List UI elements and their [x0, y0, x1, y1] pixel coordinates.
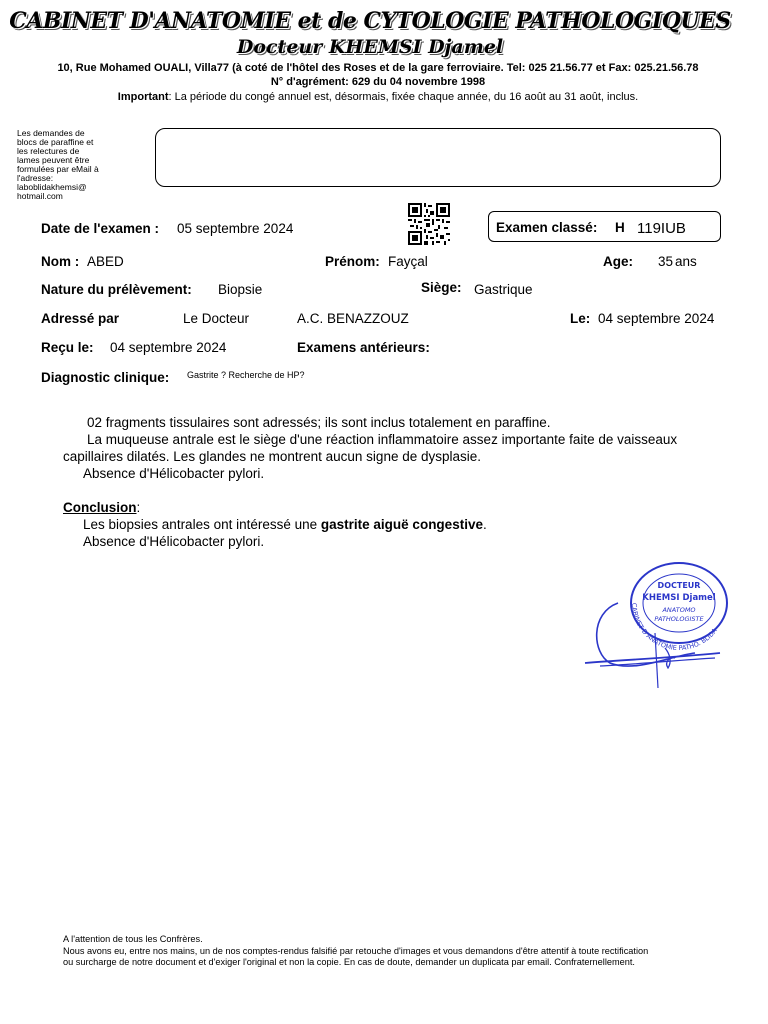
nature-label: Nature du prélèvement:: [41, 282, 192, 297]
stamp-line-4: PATHOLOGISTE: [654, 615, 704, 623]
doctor-stamp-signature: [580, 558, 740, 698]
nom-label: Nom :: [41, 254, 80, 269]
report-line-4: Absence d'Hélicobacter pylori.: [83, 466, 265, 481]
footer-line-2: Nous avons eu, entre nos mains, un de nos comptes-rendus falsifié par retouche d'images et vous demandons d'être attentif à toute rectification: [63, 945, 649, 956]
siege-value: Gastrique: [474, 282, 533, 297]
report-line-1: 02 fragments tissulaires sont adressés; ils sont inclus totalement en paraffine.: [87, 415, 551, 430]
footer-line-1: A l'attention de tous les Confrères.: [63, 934, 203, 944]
footer-line-3: ou surcharge de notre document et d'exiger l'original et non la copie. En cas de doute, demander un duplicata par email. Confraternellement.: [63, 957, 635, 967]
anterieurs-label: Examens antérieurs:: [297, 340, 430, 355]
siege-label: Siège:: [421, 280, 462, 295]
exam-class-label: Examen classé:: [496, 220, 598, 235]
clinic-title: CABINET D'ANATOMIE et de CYTOLOGIE PATHOLOGIQUES: [9, 8, 731, 34]
adresse-label: Adressé par: [41, 311, 120, 326]
important-text: : La période du congé annuel est, désormais, fixée chaque année, du 16 août au 31 août, inclus.: [168, 91, 639, 103]
important-notice: [0, 91, 756, 103]
report-line-2: La muqueuse antrale est le siège d'une réaction inflammatoire assez importante faite de vaisseaux: [87, 432, 678, 447]
report-line-3: capillaires dilatés. Les glandes ne montrent aucun signe de dysplasie.: [63, 449, 482, 464]
stamp-line-1: DOCTEUR: [657, 581, 701, 590]
conclusion-line-1-post: .: [482, 517, 487, 532]
stamp-line-2: KHEMSI Djamel: [642, 593, 716, 603]
nom-value: ABED: [87, 254, 124, 269]
clinic-address: 10, Rue Mohamed OUALI, Villa77 (à coté de l'hôtel des Roses et de la gare ferroviaire. Tel: 025 21.56.77 et Fax: 025.21.56.78: [57, 62, 699, 74]
qr-code-icon: [408, 203, 450, 245]
exam-class-letter: H: [615, 220, 625, 235]
le-label: Le:: [570, 311, 591, 326]
adresse-name: A.C. BENAZZOUZ: [297, 311, 409, 326]
conclusion-line-1: [83, 516, 487, 533]
conclusion-label: Conclusion: [63, 500, 137, 515]
agrement-number: N° d'agrément: 629 du 04 novembre 1998: [270, 76, 486, 88]
exam-date-value: 05 septembre 2024: [177, 221, 294, 236]
stamp-line-3: ANATOMO: [662, 606, 696, 614]
prenom-value: Fayçal: [388, 254, 428, 269]
conclusion-line-1-pre: Les biopsies antrales ont intéressé une: [83, 517, 321, 532]
notes-box: [155, 128, 721, 187]
side-note: Les demandes de blocs de paraffine et les relectures de lames peuvent être formulées par eMail à l'adresse: laboblidakhemsi@ hotmail.com: [17, 128, 99, 201]
footer-notice: [63, 934, 733, 969]
age-label: Age:: [603, 254, 633, 269]
recu-value: 04 septembre 2024: [110, 340, 227, 355]
diagnostic-label: Diagnostic clinique:: [41, 370, 170, 385]
age-value: 35: [658, 254, 674, 269]
conclusion-heading: [63, 499, 140, 516]
exam-date-label: Date de l'examen :: [41, 221, 160, 236]
doctor-name: Docteur KHEMSI Djamel: [236, 36, 504, 58]
conclusion-diagnosis: gastrite aiguë congestive: [320, 517, 483, 532]
nature-value: Biopsie: [218, 282, 263, 297]
diagnostic-value: Gastrite ? Recherche de HP?: [187, 370, 305, 380]
conclusion-colon: :: [136, 500, 141, 515]
stamp-ring-text: CABINET D'ANATOMIE PATHO. BLIDA: [629, 602, 719, 653]
exam-class-value: 119IUB: [637, 220, 686, 237]
prenom-label: Prénom:: [325, 254, 380, 269]
conclusion-line-2: Absence d'Hélicobacter pylori.: [83, 534, 265, 549]
important-label: Important: [117, 91, 169, 103]
recu-label: Reçu le:: [41, 340, 94, 355]
le-value: 04 septembre 2024: [598, 311, 715, 326]
age-unit: ans: [675, 254, 697, 269]
adresse-prefix: Le Docteur: [183, 311, 250, 326]
